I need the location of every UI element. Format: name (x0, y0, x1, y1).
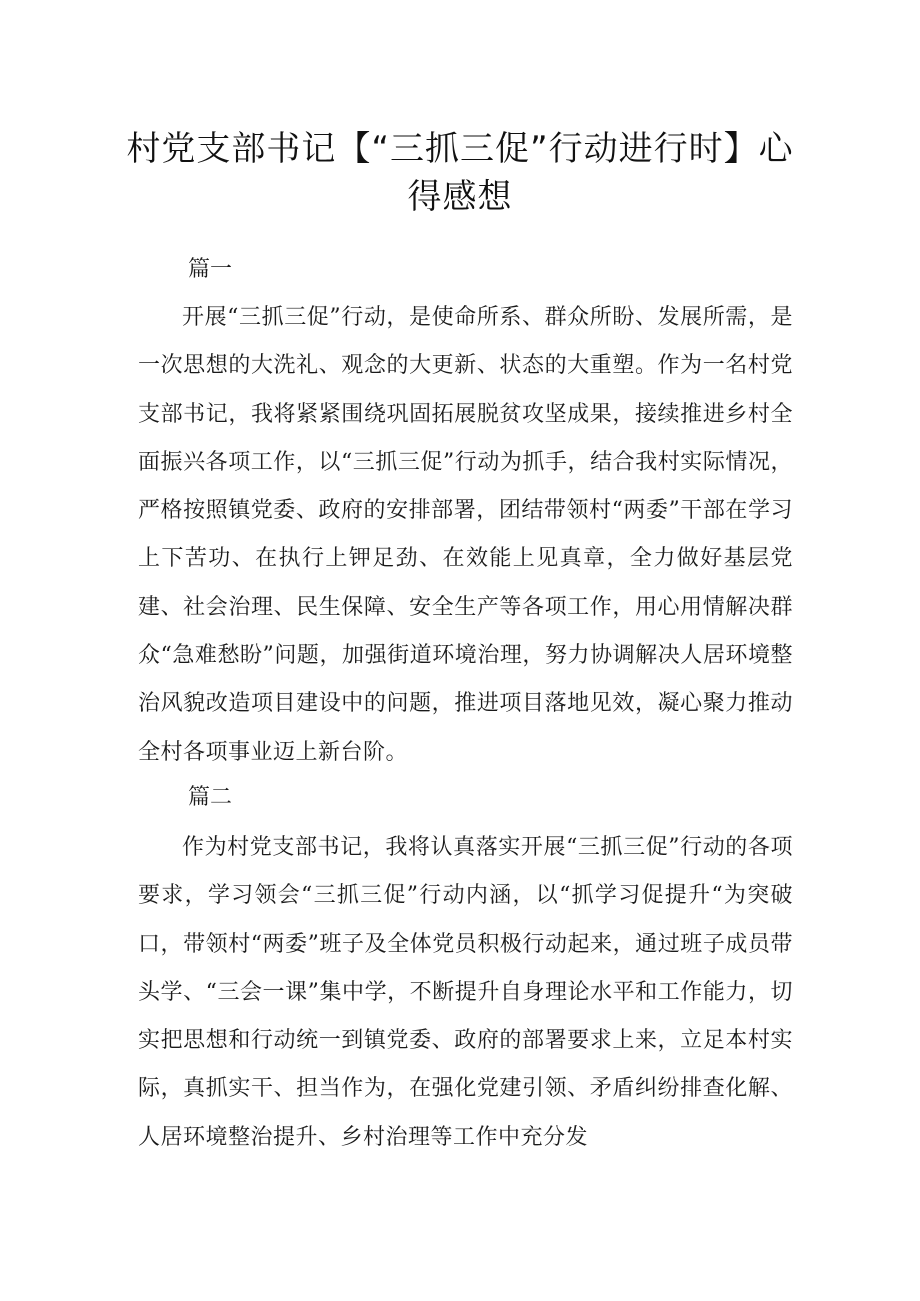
section-heading-1: 篇一 (188, 257, 233, 282)
section-paragraph-2: 作为村党支部书记，我将认真落实开展“三抓三促”行动的各项要求，学习领会“三抓三促”行动内涵，以“抓学习促提升“为突破口，带领村“两委”班子及全体党员积极行动起来，通过班子成员带头学、“三会一课”集中学，不断提升自身理论水平和工作能力，切实把思想和行动统一到镇党委、政府的部署要求上来，立足本村实际，真抓实干、担当作为，在强化党建引领、矛盾纠纷排查化解、人居环境整治提升、乡村治理等工作中充分发 (138, 835, 793, 1150)
section-paragraph-1: 开展“三抓三促”行动，是使命所系、群众所盼、发展所需，是一次思想的大洗礼、观念的大更新、状态的大重塑。作为一名村党支部书记，我将紧紧围绕巩固拓展脱贫攻坚成果，接续推进乡村全面振兴各项工作，以“三抓三促”行动为抓手，结合我村实际情况，严格按照镇党委、政府的安排部署，团结带领村“两委”干部在学习上下苦功、在执行上钾足劲、在效能上见真章，全力做好基层党建、社会治理、民生保障、安全生产等各项工作，用心用情解决群众“急难愁盼”问题，加强街道环境治理，努力协调解决人居环境整治风貌改造项目建设中的问题，推进项目落地见效，凝心聚力推动全村各项事业迈上新台阶。 (138, 305, 793, 765)
section-heading-2: 篇二 (188, 785, 233, 810)
document-title: 村党支部书记【“三抓三促”行动进行时】心得感想 (126, 129, 794, 217)
